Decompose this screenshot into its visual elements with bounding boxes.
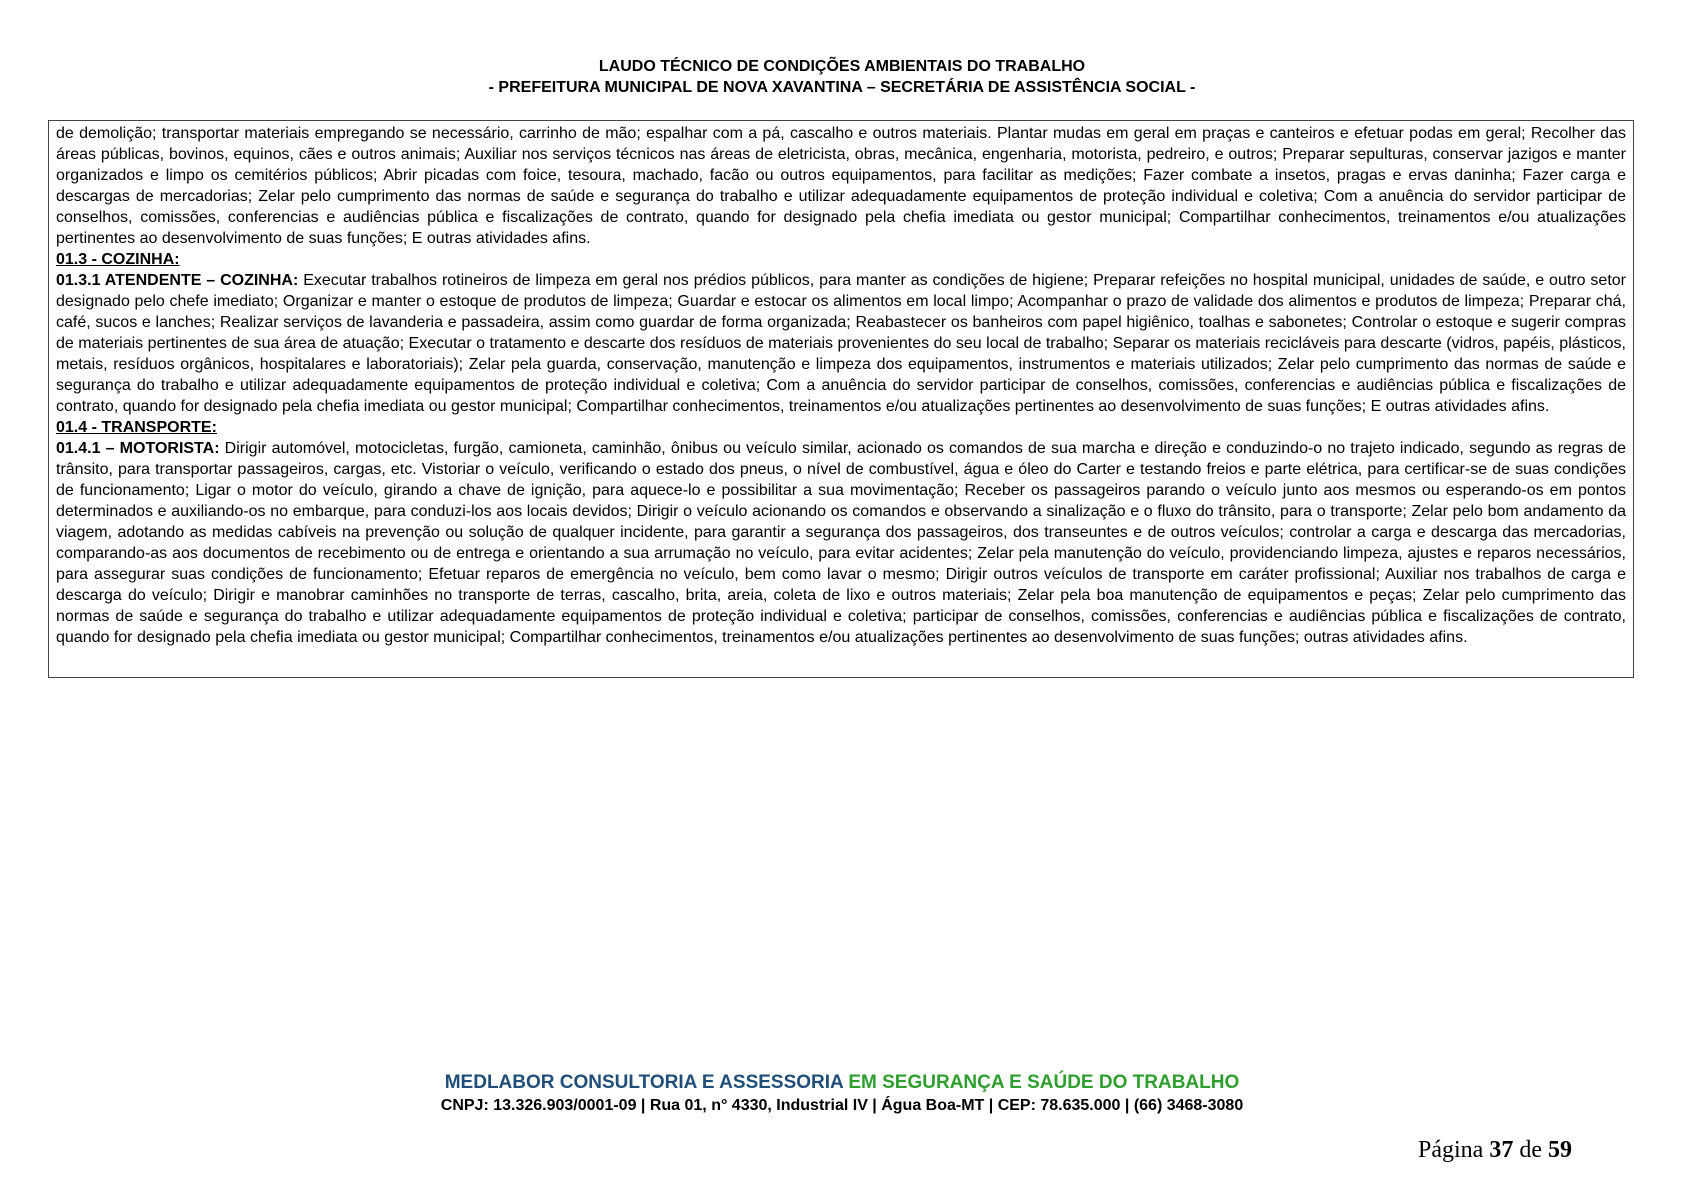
document-footer	[0, 1071, 1684, 1116]
company-name	[0, 1071, 1684, 1095]
role-text-motorista: Dirigir automóvel, motocicletas, furgão, camioneta, caminhão, ônibus ou veículo similar, acionado os comandos de sua marcha e direção e conduzindo-o no trajeto indicado, segundo as regras de trânsito, para transportar passageiros, cargas, etc. Vistoriar o veículo, verificando o estado dos pneus, o nível de combustível, água e óleo do Carter e testando freios e parte elétrica, para certificar-se de suas condições de funcionamento; Ligar o motor do veículo, girando a chave de ignição, para aquece-lo e possibilitar a sua movimentação; Receber os passageiros parando o veículo junto aos mesmos ou esperando-os em pontos determinados e auxiliando-os no embarque, para conduzi-los aos locais devidos; Dirigir o veículo acionando os comandos e observando a sinalização e o fluxo do trânsito, para o transporte; Zelar pelo bom andamento da viagem, adotando as medidas cabíveis na prevenção ou solução de qualquer incidente, para garantir a segurança dos passageiros, dos transeuntes e de outros veículos; controlar a carga e descarga das mercadorias, comparando-as aos documentos de recebimento ou de entrega e orientando a sua arrumação no veículo, para evitar acidentes; Zelar pela manutenção do veículo, providenciando limpeza, ajustes e reparos necessários, para assegurar suas condições de funcionamento; Efetuar reparos de emergência no veículo, bem como lavar o mesmo; Dirigir outros veículos de transporte em caráter profissional; Auxiliar nos trabalhos de carga e descarga do veículo; Dirigir e manobrar caminhões no transporte de terras, cascalho, brita, areia, coleta de lixo e outros materiais; Zelar pela boa manutenção de equipamentos e peças; Zelar pelo cumprimento das normas de saúde e segurança do trabalho e utilizar adequadamente equipamentos de proteção individual e coletiva; participar de conselhos, comissões, conferencias e audiências pública e fiscalizações de contrato, quando for designado pela chefia imediata ou gestor municipal; Compartilhar conhecimentos, treinamentos e/ou atualizações pertinentes ao desenvolvimento de suas funções; outras atividades afins.	[56, 440, 1626, 646]
continuation-paragraph: de demolição; transportar materiais empregando se necessário, carrinho de mão; espalhar com a pá, cascalho e outros materiais. Plantar mudas em geral em praças e canteiros e efetuar podas em geral; Recolher das áreas públicas, bovinos, equinos, cães e outros animais; Auxiliar nos serviços técnicos nas áreas de eletricista, obras, mecânica, engenharia, motorista, pedreiro, e outros; Preparar sepulturas, conservar jazigos e manter organizados e limpo os cemitérios públicos; Abrir picadas com foice, tesoura, machado, facão ou outros equipamentos, para facilitar as medições; Fazer combate a insetos, pragas e ervas daninha; Fazer carga e descargas de mercadorias; Zelar pelo cumprimento das normas de saúde e segurança do trabalho e utilizar adequadamente equipamentos de proteção individual e coletiva; Com a anuência do servidor participar de conselhos, comissões, conferencias e audiências pública e fiscalizações de contrato, quando for designado pela chefia imediata ou gestor municipal; Compartilhar conhecimentos, treinamentos e/ou atualizações pertinentes ao desenvolvimento de suas funções; E outras atividades afins.	[56, 125, 1626, 247]
page-label: Página	[1418, 1137, 1484, 1163]
document-title: LAUDO TÉCNICO DE CONDIÇÕES AMBIENTAIS DO TRABALHO	[598, 58, 1086, 75]
content-box	[48, 120, 1634, 678]
page-current: 37	[1489, 1137, 1514, 1163]
document-subtitle: - PREFEITURA MUNICIPAL DE NOVA XAVANTINA – SECRETÁRIA DE ASSISTÊNCIA SOCIAL -	[488, 79, 1196, 96]
motorista-paragraph	[56, 438, 1626, 648]
role-text-atendente: Executar trabalhos rotineiros de limpeza em geral nos prédios públicos, para manter as condições de higiene; Preparar refeições no hospital municipal, unidades de saúde, e outro setor designado pelo chefe imediato; Organizar e manter o estoque de produtos de limpeza; Guardar e estocar os alimentos em local limpo; Acompanhar o prazo de validade dos alimentos e produtos de limpeza; Preparar chá, café, sucos e lanches; Realizar serviços de lavanderia e passadeira, assim como guardar de forma organizada; Reabastecer os banheiros com papel higiênico, toalhas e sabonetes; Controlar o estoque e sugerir compras de materiais pertinentes de sua área de atuação; Executar o tratamento e descarte dos resíduos de materiais provenientes do seu local de trabalho; Separar os materiais recicláveis para descarte (vidros, papéis, plásticos, metais, resíduos orgânicos, hospitalares e laboratoriais); Zelar pela guarda, conservação, manutenção e limpeza dos equipamentos, instrumentos e materiais utilizados; Zelar pelo cumprimento das normas de saúde e segurança do trabalho e utilizar adequadamente equipamentos de proteção individual e coletiva; Com a anuência do servidor participar de conselhos, comissões, conferencias e audiências pública e fiscalizações de contrato, quando for designado pela chefia imediata ou gestor municipal; Compartilhar conhecimentos, treinamentos e/ou atualizações pertinentes ao desenvolvimento de suas funções; E outras atividades afins.	[56, 272, 1626, 415]
role-title-atendente: 01.3.1 ATENDENTE – COZINHA:	[56, 272, 299, 289]
document-header	[0, 56, 1684, 98]
company-address: CNPJ: 13.326.903/0001-09 | Rua 01, n° 4330, Industrial IV | Água Boa-MT | CEP: 78.635.000 | (66) 3468-3080	[440, 1097, 1244, 1114]
section-title-cozinha: 01.3 - COZINHA:	[56, 251, 180, 268]
page-total: 59	[1547, 1137, 1572, 1163]
section-title-transporte: 01.4 - TRANSPORTE:	[56, 419, 217, 436]
company-name-part2: EM SEGURANÇA E SAÚDE DO TRABALHO	[848, 1072, 1240, 1093]
company-name-part1: MEDLABOR CONSULTORIA E ASSESSORIA	[444, 1072, 844, 1093]
page-separator: de	[1519, 1137, 1542, 1163]
atendente-paragraph	[56, 270, 1626, 417]
role-title-motorista: 01.4.1 – MOTORISTA:	[56, 440, 220, 457]
page-number	[1418, 1137, 1572, 1164]
